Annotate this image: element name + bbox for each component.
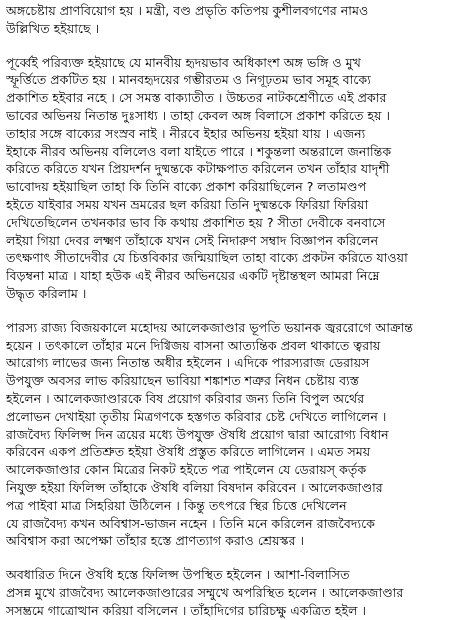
text-line: আরোগ্য লাভের জন্য নিতান্ত অধীর হইলেন । এদিকে পারস্যরাজ ডেরায়স: [6, 355, 370, 371]
text-line: লইয়া গিয়া দেবর লক্ষ্মণ তাঁহাকে যখন সেই নিদারুণ সম্বাদ বিজ্ঞাপন করিলেন: [6, 232, 379, 248]
text-line: নিযুক্ত হইয়া ফিলিপ্স তাঁহাকে ঔষধি বলিয়া বিষদান করিবেন । আলেকজাণ্ডার: [6, 479, 383, 495]
paragraph-2: [6, 54, 454, 303]
text-line: রাজবৈদ্য ফিলিপ্স দিন ত্রয়ের মধ্যে উপযুক্ত ঔষধি প্রয়োগ দ্বারা আরোগ্য বিধান: [6, 426, 389, 442]
text-line: যে রাজবৈদ্য কখন অবিশ্বাস-ভাজন নহেন । তিনি মনে করিলেন রাজবৈদ্যকে: [6, 515, 375, 531]
text-line: সসম্ভ্রমে গাত্রোত্থান করিয়া বসিলেন । তাঁহাদিগের চারিচক্ষু একত্রিত হইল ।: [6, 602, 366, 618]
text-line: পূর্ব্বেই পরিব্যক্ত হইয়াছে যে মানবীয় হৃদয়ভাব অধিকাংশ অঙ্গ ভঙ্গি ও মুখ: [6, 54, 361, 70]
text-line: তৎক্ষণাৎ সীতাদেবীর যে চিত্তবিকার জন্মিয়াছিল তাহা বাক্যে প্রকটন করিতে যাওয়া: [6, 250, 408, 266]
text-line: অবিশ্বাস করা অপেক্ষা তাঁহার হস্তে প্রাণত্যাগ করাও শ্রেয়স্কর ।: [6, 533, 305, 549]
paragraph-gap: [6, 550, 454, 566]
text-line: উল্লিখিত হইয়াছে ।: [6, 20, 100, 36]
text-line: প্রলোভন দেখাইয়া তৃতীয় মিত্রগণকে হস্তগত করিবার চেষ্ট দেখিতে লাগিলেন ।: [6, 408, 387, 424]
document-page: [6, 2, 454, 620]
paragraph-gap: [6, 38, 454, 54]
text-line: দেখিতেছিলেন তখনকার ভাব কি কথায় প্রকাশিত হয় ? সীতা দেবীকে বনবাসে: [6, 214, 386, 230]
text-line: ভাবোদয় হইয়াছিল তাহা কি তিনি বাক্যে প্রকাশ করিয়াছিলেন ? লতামণ্ডপ: [6, 179, 367, 195]
text-line: আলেকজাণ্ডার কোন মিত্রের নিকট হইতে পত্র পাইলেন যে ডেরায়স্ কর্তৃক: [6, 462, 367, 478]
text-line: হইতে যাইবার সময় যখন ভ্রমরের ছল করিয়া তিনি দুষ্মন্তকে ফিরিয়া ফিরিয়া: [6, 196, 369, 212]
text-line: উদ্ধৃত করিলাম ।: [6, 285, 87, 301]
text-line: অঙ্গচেষ্টায় প্রাণবিয়োগ হয় । মন্ত্রী, বণ্ড প্রভৃতি কতিপয় কুশীলবগণের নামও: [6, 3, 369, 18]
text-line: পারস্য রাজ্য বিজয়কালে মহোদয় আলেকজাণ্ডার ভূপতি ভয়ানক জ্বররোগে আক্রান্ত: [6, 319, 413, 335]
text-line: করিতে করিতে যখন প্রিয়দর্শন দুষ্মন্তকে কটাক্ষপাত করিলেন তখন তাঁহার যাদৃশী: [6, 161, 390, 177]
text-line: ভাবের অভিনয় নিতান্ত দুঃসাধ্য । তাহা কেবল অঙ্গ বিলাসে প্রকাশ করিতে হয় ।: [6, 107, 390, 123]
text-line: বিড়ম্বনা মাত্র । যাহা হউক এই নীরব অভিনয়ের একটি দৃষ্টান্তস্থল আমরা নিম্নে: [6, 268, 380, 284]
text-line: তাহার সঙ্গে বাক্যের সংস্রব নাই । নীরবে ইহার অভিনয় হইয়া যায় । এজন্য: [6, 125, 366, 141]
text-line: ইহাকে নীরব অভিনয় বলিলেও বলা যাইতে পারে । শকুন্তলা অন্তরালে জনান্তিক: [6, 143, 392, 159]
text-line: প্রকাশিত হইবার নহে । সে সমস্ত বাক্যাতীত । উচ্চতর নাটকশ্রেণীতে এই প্রকার: [6, 90, 387, 106]
text-line: অবধারিত দিনে ঔষধি হস্তে ফিলিপ্স উপস্থিত হইলেন । আশা-বিলাসিত: [6, 567, 350, 583]
paragraph-4: [6, 566, 454, 619]
text-line: প্রসন্ন মুখে রাজবৈদ্য আলেকজাণ্ডারের সম্মুখে অপরিস্থিত হলেন । আলেকজাণ্ডার: [6, 584, 404, 600]
paragraph-3: [6, 319, 454, 550]
paragraph-1: [6, 2, 454, 38]
paragraph-gap: [6, 303, 454, 319]
text-line: পত্র পাইবা মাত্র সিহরিয়া উঠিলেন । কিন্তু তৎপরে স্থির চিত্তে দেখিলেন: [6, 497, 347, 513]
text-line: হয়েন । তৎকালে তাঁহার মনে দিগ্বিজয় বাসনা আত্যন্তিক প্রবল থাকাতে ত্বরায়: [6, 337, 381, 353]
text-line: স্ফূর্ত্তিতে প্রকটিত হয় । মানবহৃদয়ের গম্ভীরতম ও নিগূঢ়তম ভাব সমূহ বাক্যে: [6, 72, 371, 88]
text-line: উপযুক্ত অবসর লাভ করিয়াছেন ভাবিয়া শঙ্কাশত শত্রুর নিধন চেষ্টায় ব্যস্ত: [6, 373, 359, 389]
text-line: করিবেন একপ প্রতিশ্রুত হইয়া ঔষধি প্রস্তুত করিতে লাগিলেন । এমত সময়: [6, 444, 371, 460]
text-line: হইলেন । আলেকজাণ্ডারকে বিষ প্রয়োগ করিবার জন্য তিনি বিপুল অর্থের: [6, 390, 365, 406]
